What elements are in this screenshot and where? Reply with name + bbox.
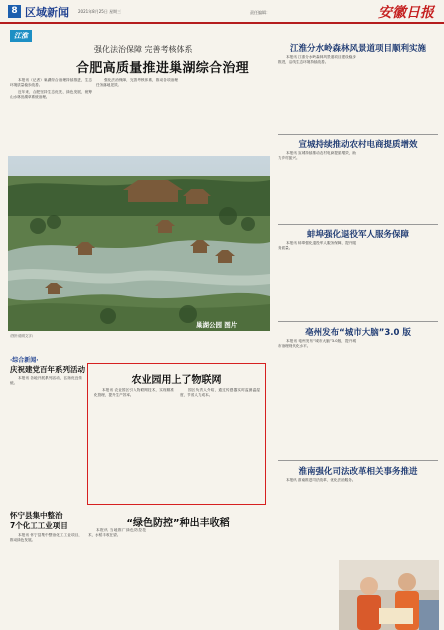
feature-headline: 农业园用上了物联网 bbox=[131, 375, 222, 386]
bottom-text-col-3 bbox=[212, 528, 270, 626]
paragraph: 园区负责人介绍，通过传感器实时监测温湿度，节省人力成本。 bbox=[180, 388, 260, 398]
divider bbox=[278, 134, 438, 135]
lead-kicker: 强化法治保障 完善考核体系 bbox=[94, 45, 193, 54]
divider bbox=[278, 321, 438, 322]
lead-text-col-2 bbox=[96, 78, 178, 154]
paragraph: 本报讯 亳州发布“城市大脑”3.0版，提升城市治理现代化水平。 bbox=[278, 339, 356, 349]
right-text-5a bbox=[278, 478, 356, 558]
right-text-5b bbox=[360, 478, 438, 558]
dateline: 2021年8月25日 星期三 bbox=[78, 9, 122, 14]
bottom-text-col-1 bbox=[88, 528, 146, 626]
right-headline-5: 淮南强化司法改革相关事务推进 bbox=[298, 467, 418, 477]
paragraph: 本报讯 淮南推进司法改革，优化法治服务。 bbox=[286, 478, 356, 482]
paragraph: 本报讯 江淮分水岭森林风景道项目建设稳步推进，沿线生态环境持续改善。 bbox=[278, 55, 356, 65]
divider bbox=[278, 224, 438, 225]
feature-text-col-1 bbox=[94, 388, 174, 500]
paragraph: 本报讯 蚌埠强化退役军人服务保障，提升服务质量。 bbox=[278, 241, 356, 251]
wetland-park-image bbox=[8, 156, 270, 331]
divider bbox=[278, 460, 438, 461]
right-headline-1: 江淮分水岭森林风景道项目顺利实施 bbox=[289, 44, 426, 54]
right-text-2b bbox=[360, 151, 438, 223]
people-image bbox=[339, 560, 439, 630]
masthead bbox=[0, 0, 444, 24]
paragraph: 本报讯 各地开展系列活动，弘扬优良传统。 bbox=[10, 376, 82, 386]
bottom-headline: “绿色防控”种出丰收稻 bbox=[126, 518, 230, 529]
right-headline-3: 蚌埠强化退役军人服务保障 bbox=[306, 230, 409, 240]
feature-box bbox=[87, 363, 266, 505]
right-text-3a bbox=[278, 241, 356, 319]
lead-photo bbox=[8, 156, 270, 331]
page-number: 8 bbox=[8, 5, 21, 18]
brief-text-2 bbox=[10, 533, 82, 627]
right-text-2a bbox=[278, 151, 356, 223]
bottom-text-col-2 bbox=[150, 528, 208, 626]
paragraph: 本报讯 农业园区引入物联网技术，实现精准化管理，提升生产效率。 bbox=[94, 388, 174, 398]
right-headline-4: 亳州发布“城市大脑”3.0 版 bbox=[305, 328, 411, 338]
paragraph: 本报讯 怀宁县集中整治化工工业项目，推动绿色发展。 bbox=[10, 533, 82, 543]
brief-tag: ·综合新闻· bbox=[10, 357, 39, 364]
lead-headline: 合肥高质量推进巢湖综合治理 bbox=[76, 61, 249, 76]
paragraph: 本报讯 宣城持续推动农村电商提质增效，助力乡村振兴。 bbox=[278, 151, 356, 161]
right-text-4b bbox=[360, 339, 438, 459]
brief-title-2: 怀宁县集中整治 bbox=[10, 511, 63, 520]
lead-text-col-1 bbox=[10, 78, 92, 154]
right-text-1a bbox=[278, 55, 356, 133]
editor-line: 责任编辑： bbox=[250, 10, 270, 15]
brief-title-3: 7个化工工业项目 bbox=[10, 521, 68, 530]
paragraph: 本报讯 当地推广绿色防控技术，水稻丰收在望。 bbox=[88, 528, 146, 538]
lead-text-col-3 bbox=[182, 78, 268, 154]
people-photo bbox=[339, 560, 439, 630]
brief-text-1 bbox=[10, 376, 82, 506]
right-headline-2: 宣城持续推动农村电商提质增效 bbox=[298, 140, 418, 150]
feature-text-col-2 bbox=[180, 388, 260, 500]
column-tag: 江淮 bbox=[10, 30, 32, 42]
photo-credit: 巢湖公园 图片 bbox=[196, 321, 238, 329]
right-text-3b bbox=[360, 241, 438, 319]
paragraph: 强化法治保障，完善考核体系，推动各项治理任务落地见效。 bbox=[96, 78, 178, 88]
newspaper-logo: 安徽日报 bbox=[378, 5, 434, 21]
brief-title-1: 庆祝建党百年系列活动 bbox=[10, 365, 85, 374]
right-text-1b bbox=[360, 55, 438, 133]
photo-caption: （图片说明文字） bbox=[8, 334, 36, 338]
right-text-4a bbox=[278, 339, 356, 459]
right-text-5c bbox=[278, 562, 336, 626]
paragraph: 近年来，合肥坚持生态优先、绿色发展，统筹山水林田湖草系统治理。 bbox=[10, 89, 92, 99]
section-title: 区域新闻 bbox=[25, 6, 69, 19]
paragraph: 本报讯（记者）巢湖综合治理持续推进，生态环境质量稳步改善。 bbox=[10, 78, 92, 88]
